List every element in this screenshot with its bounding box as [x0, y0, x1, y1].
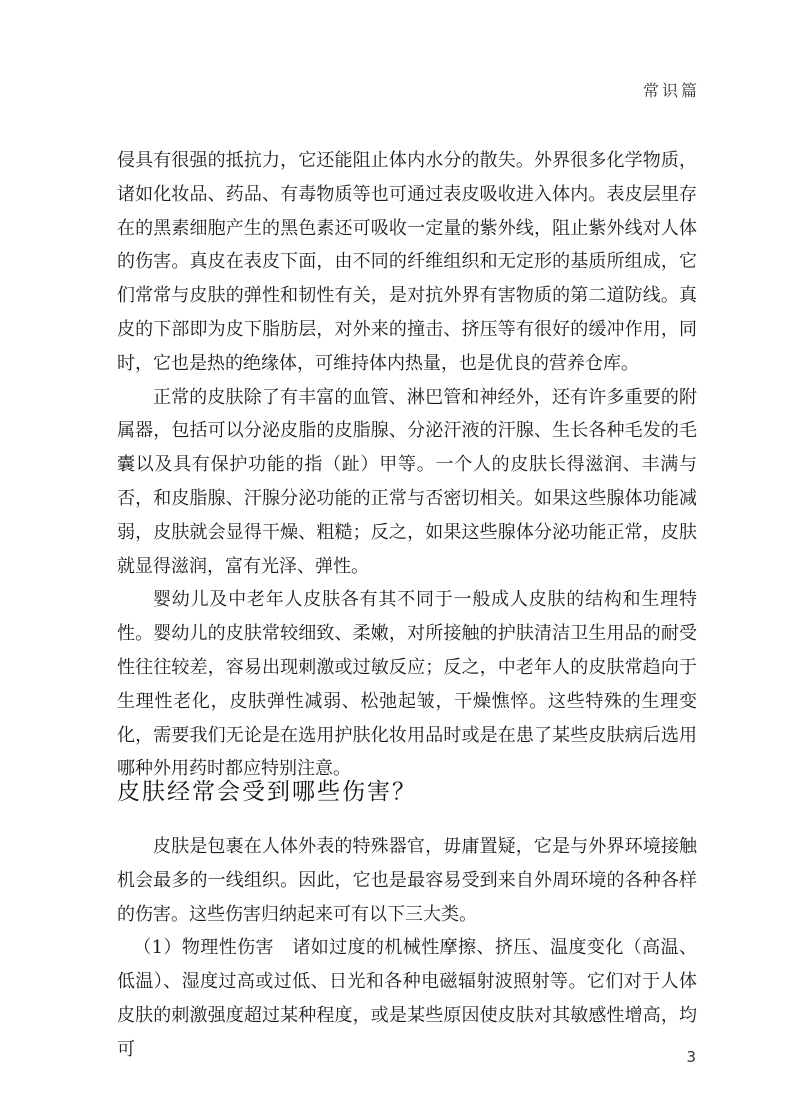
running-head: 常识篇 — [642, 81, 700, 100]
paragraph-physical-damage: （1）物理性伤害 诸如过度的机械性摩擦、挤压、温度变化（高温、低温）、湿度过高或过低、日光和各种电磁辐射波照射等。它们对于人体皮肤的刺激强度超过某种程度，或是某些原因使皮肤对其敏感性增高，均可 — [117, 937, 697, 1060]
paragraph-continued: 侵具有很强的抵抗力，它还能阻止体内水分的散失。外界很多化学物质，诸如化妆品、药品、有毒物质等也可通过表皮吸收进入体内。表皮层里存在的黑素细胞产生的黑色素还可吸收一定量的紫外线，阻止紫外线对人体的伤害。真皮在表皮下面，由不同的纤维组织和无定形的基质所组成，它们常常与皮肤的弹性和韧性有关，是对抗外界有害物质的第二道防线。真皮的下部即为皮下脂肪层，对外来的撞击、挤压等有很好的缓冲作用，同时，它也是热的绝缘体，可维持体内热量，也是优良的营养仓库。 — [117, 150, 697, 374]
paragraph-age-differences: 婴幼儿及中老年人皮肤各有其不同于一般成人皮肤的结构和生理特性。婴幼儿的皮肤常较细致、柔嫩，对所接触的护肤清洁卫生用品的耐受性往往较差，容易出现刺激或过敏反应；反之，中老年人的皮肤常趋向于生理性老化，皮肤弹性减弱、松弛起皱，干燥憔悴。这些特殊的生理变化，需要我们无论是在选用护肤化妆用品时或是在患了某些皮肤病后选用哪种外用药时都应特别注意。 — [117, 589, 697, 780]
page-number: 3 — [686, 1048, 696, 1066]
body-text-bottom — [117, 830, 697, 1067]
body-text-top — [117, 144, 697, 786]
paragraph-intro: 皮肤是包裹在人体外表的特殊器官，毋庸置疑，它是与外界环境接触机会最多的一线组织。因此，它也是最容易受到来自外周环境的各种各样的伤害。这些伤害归纳起来可有以下三大类。 — [117, 836, 697, 925]
section-heading: 皮肤经常会受到哪些伤害？ — [117, 779, 417, 805]
paragraph-appendages: 正常的皮肤除了有丰富的血管、淋巴管和神经外，还有许多重要的附属器，包括可以分泌皮脂的皮脂腺、分泌汗液的汗腺、生长各种毛发的毛囊以及具有保护功能的指（趾）甲等。一个人的皮肤长得滋润、丰满与否，和皮脂腺、汗腺分泌功能的正常与否密切相关。如果这些腺体功能减弱，皮肤就会显得干燥、粗糙；反之，如果这些腺体分泌功能正常，皮肤就显得滋润，富有光泽、弹性。 — [117, 386, 697, 577]
